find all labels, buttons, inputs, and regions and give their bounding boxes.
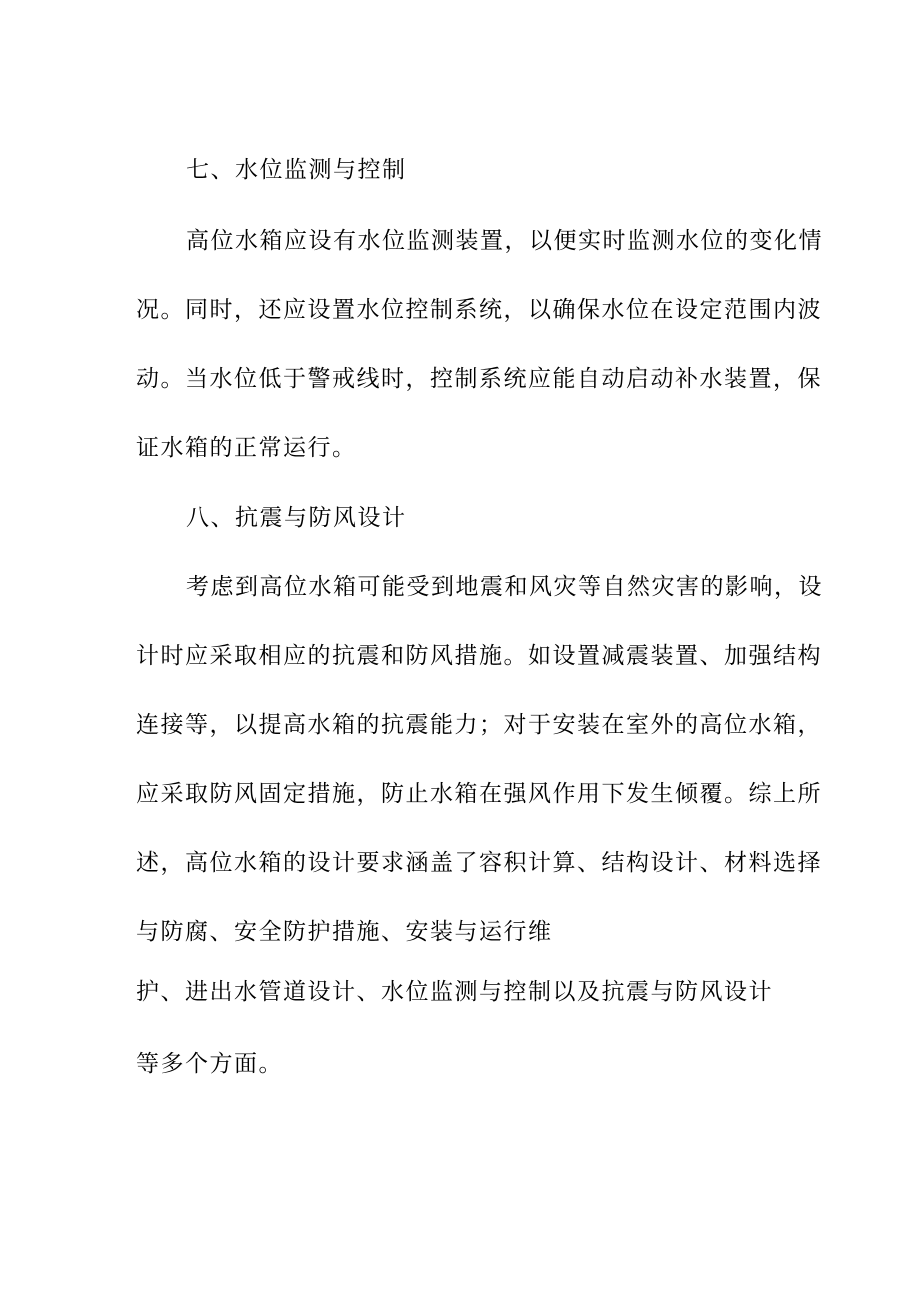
section-8-paragraph-line: 计时应采取相应的抗震和防风措施。如设置减震装置、加强结构: [136, 643, 822, 669]
section-8-paragraph-line: 述，高位水箱的设计要求涵盖了容积计算、结构设计、材料选择: [136, 850, 822, 876]
section-7-paragraph-line: 动。当水位低于警戒线时，控制系统应能自动启动补水装置，保: [136, 366, 822, 392]
section-8-paragraph-line: 与防腐、安全防护措施、安装与运行维: [136, 919, 553, 945]
section-7-heading: 七、水位监测与控制: [186, 157, 407, 183]
section-7-paragraph-line: 证水箱的正常运行。: [136, 435, 357, 461]
section-8-paragraph-line: 应采取防风固定措施，防止水箱在强风作用下发生倾覆。综上所: [136, 781, 822, 807]
section-8-heading: 八、抗震与防风设计: [186, 505, 407, 531]
section-8-paragraph-line: 考虑到高位水箱可能受到地震和风灾等自然灾害的影响，设: [186, 574, 823, 600]
section-8-paragraph-line: 连接等，以提高水箱的抗震能力；对于安装在室外的高位水箱，: [136, 712, 822, 738]
section-8-paragraph-line: 等多个方面。: [136, 1051, 283, 1077]
section-7-paragraph-line: 高位水箱应设有水位监测装置，以便实时监测水位的变化情: [186, 228, 823, 254]
section-7-paragraph-line: 况。同时，还应设置水位控制系统，以确保水位在设定范围内波: [136, 297, 822, 323]
section-8-paragraph-line: 护、进出水管道设计、水位监测与控制以及抗震与防风设计: [136, 979, 773, 1005]
